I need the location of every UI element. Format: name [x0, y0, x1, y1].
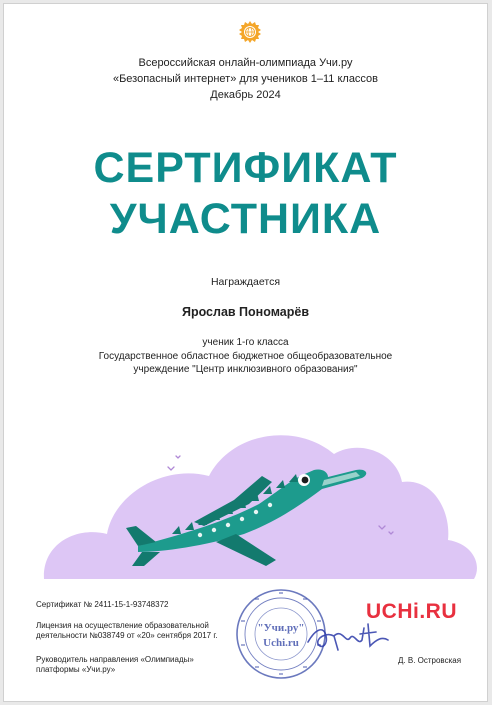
uchi-ru-logo: UCHi.RU — [366, 600, 457, 623]
school-name-line2: учреждение "Центр инклюзивного образования" — [133, 364, 358, 375]
olympiad-name: Всероссийская онлайн-олимпиада Учи.ру — [138, 57, 353, 69]
certificate-number: Сертификат № 2411-15-1-93748372 — [36, 600, 169, 609]
license-line1: Лицензия на осуществление образовательной — [36, 621, 209, 630]
participant-name: Ярослав Пономарёв — [181, 305, 310, 319]
signatory-title-line1: Руководитель направления «Олимпиады» — [36, 655, 194, 664]
signatory-name: Д. В. Островская — [398, 656, 462, 665]
certificate-page — [3, 3, 488, 702]
certificate-title-line2: УЧАСТНИКА — [109, 195, 382, 243]
school-name-line1: Государственное областное бюджетное общеобразовательное — [98, 351, 393, 362]
stamp-text-ru: "Учи.ру" — [257, 622, 305, 634]
signatory-title-line2: платформы «Учи.ру» — [36, 665, 116, 674]
stamp-text-en: Uchi.ru — [263, 637, 299, 649]
participant-grade: ученик 1-го класса — [202, 337, 289, 348]
certificate-title-line1: СЕРТИФИКАТ — [93, 144, 398, 192]
awarded-label: Награждается — [210, 276, 281, 288]
olympiad-date: Декабрь 2024 — [210, 89, 281, 101]
license-line2: деятельности №038749 от «20» сентября 2017 г. — [36, 631, 218, 640]
crocodile-airplane-illustration — [4, 394, 488, 594]
olympiad-subject: «Безопасный интернет» для учеников 1–11 классов — [112, 73, 379, 85]
olympiad-logo-icon — [238, 20, 262, 44]
